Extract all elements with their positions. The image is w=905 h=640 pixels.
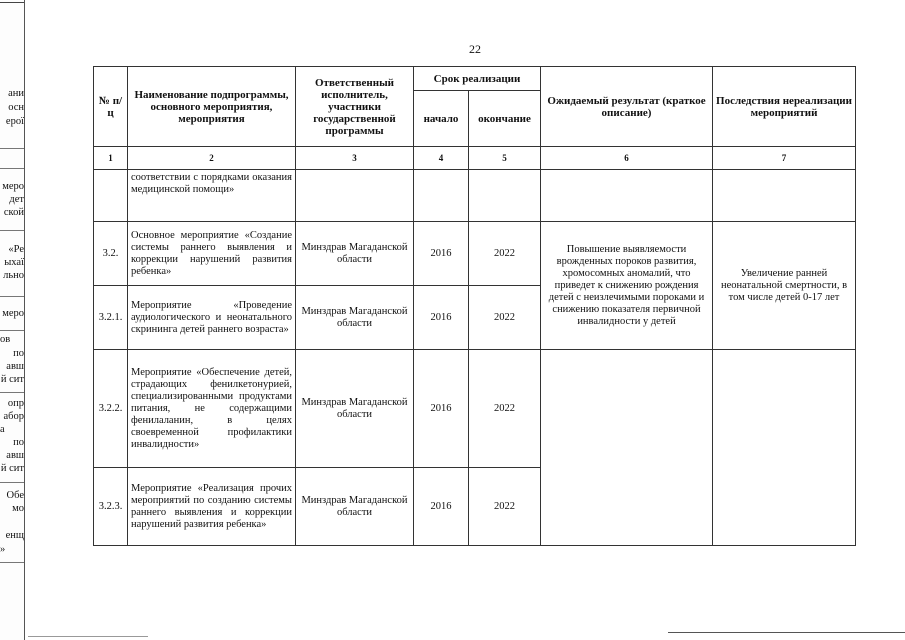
header-start: начало xyxy=(414,91,469,147)
column-number: 1 xyxy=(94,147,128,170)
strip-fragment: ерої xyxy=(5,116,24,127)
row-number: 3.2.3. xyxy=(94,468,128,546)
column-number: 5 xyxy=(469,147,541,170)
scan-edge-line xyxy=(28,636,148,637)
strip-fragment: а xyxy=(0,424,5,435)
strip-rule xyxy=(0,230,24,231)
row-end: 2022 xyxy=(469,286,541,350)
strip-fragment: » xyxy=(0,544,6,555)
strip-rule xyxy=(0,330,24,331)
row-name: Мероприятие «Проведение аудиологического и неонатального скрининга детей раннего возраста» xyxy=(128,286,296,350)
strip-fragment: осн xyxy=(8,102,24,113)
row-responsible: Минздрав Магаданской области xyxy=(296,468,414,546)
column-number: 6 xyxy=(541,147,713,170)
row-name: соответствии с порядками оказания медицинской помощи» xyxy=(128,170,296,222)
column-number: 7 xyxy=(713,147,856,170)
header-result: Ожидаемый результат (краткое описание) xyxy=(541,67,713,147)
column-number: 2 xyxy=(128,147,296,170)
strip-fragment: й сит xyxy=(0,374,24,385)
column-number: 4 xyxy=(414,147,469,170)
row-end: 2022 xyxy=(469,350,541,468)
scan-edge-line xyxy=(668,632,905,633)
consequence-blank-cell xyxy=(713,350,856,546)
row-number: 3.2.2. xyxy=(94,350,128,468)
strip-rule xyxy=(0,296,24,297)
strip-fragment: по xyxy=(13,348,24,359)
strip-rule xyxy=(0,392,24,393)
strip-fragment: меро xyxy=(2,308,24,319)
strip-fragment: ани xyxy=(8,88,24,99)
strip-rule xyxy=(0,562,24,563)
header-consequences: Последствия нереализации мероприятий xyxy=(713,67,856,147)
header-number: № п/ц xyxy=(94,67,128,147)
program-table xyxy=(93,66,856,546)
strip-fragment: енщ xyxy=(5,530,24,541)
row-number xyxy=(94,170,128,222)
header-end: окончание xyxy=(469,91,541,147)
row-start: 2016 xyxy=(414,222,469,286)
row-start: 2016 xyxy=(414,468,469,546)
strip-rule xyxy=(0,482,24,483)
strip-fragment: авш xyxy=(6,450,24,461)
row-responsible: Минздрав Магаданской области xyxy=(296,350,414,468)
strip-fragment: ыхаї xyxy=(4,257,24,268)
header-name: Наименование подпрограммы, основного мероприятия, мероприятия xyxy=(128,67,296,147)
expected-result: Повышение выявляемости врожденных пороков развития, хромосомных аномалий, что приведет к снижению рождения детей с неизлечимыми пороками и снижению показателя первичной инвалидности у детей xyxy=(541,222,713,350)
row-end xyxy=(469,170,541,222)
header-responsible: Ответственный исполнитель, участники государственной программы xyxy=(296,67,414,147)
strip-fragment: по xyxy=(13,437,24,448)
row-end: 2022 xyxy=(469,222,541,286)
strip-fragment: «Ре xyxy=(8,244,24,255)
strip-rule xyxy=(0,148,24,149)
strip-fragment: абор xyxy=(3,411,24,422)
row-responsible: Минздрав Магаданской области xyxy=(296,286,414,350)
row-responsible xyxy=(296,170,414,222)
row-result-empty xyxy=(541,170,713,222)
strip-fragment: опр xyxy=(7,398,24,409)
strip-fragment: ской xyxy=(3,207,24,218)
page-number: 22 xyxy=(469,42,481,56)
strip-fragment: дет xyxy=(9,194,24,205)
row-start: 2016 xyxy=(414,286,469,350)
strip-fragment: авш xyxy=(6,361,24,372)
row-number: 3.2.1. xyxy=(94,286,128,350)
strip-rule xyxy=(0,168,24,169)
non-implementation-consequences: Увеличение ранней неонатальной смертности, в том числе детей 0-17 лет xyxy=(713,222,856,350)
strip-fragment: льно xyxy=(3,270,24,281)
strip-fragment: мо xyxy=(12,503,24,514)
table-row xyxy=(94,222,856,286)
row-consequence-empty xyxy=(713,170,856,222)
row-start: 2016 xyxy=(414,350,469,468)
previous-page-strip xyxy=(0,0,25,640)
strip-top-line xyxy=(0,2,24,3)
row-start xyxy=(414,170,469,222)
row-name: Мероприятие «Реализация прочих мероприятий по созданию системы раннего выявления и коррекции нарушений развития ребенка» xyxy=(128,468,296,546)
row-end: 2022 xyxy=(469,468,541,546)
row-number: 3.2. xyxy=(94,222,128,286)
row-name: Мероприятие «Обеспечение детей, страдающих фенилкетонурией, специализированными продуктами питания, не содержащими фенилаланин, в целях своевременной профилактики инвалидности» xyxy=(128,350,296,468)
column-number-row xyxy=(94,147,856,170)
row-responsible: Минздрав Магаданской области xyxy=(296,222,414,286)
strip-fragment: меро xyxy=(2,181,24,192)
column-number: 3 xyxy=(296,147,414,170)
table-row xyxy=(94,350,856,468)
strip-fragment: Обе xyxy=(6,490,24,501)
result-blank-cell xyxy=(541,350,713,546)
strip-fragment: ов xyxy=(0,334,11,345)
header-term: Срок реализации xyxy=(414,67,541,91)
table-row xyxy=(94,170,856,222)
strip-fragment: й сит xyxy=(0,463,24,474)
row-name: Основное мероприятие «Создание системы раннего выявления и коррекции нарушений развития ребенка» xyxy=(128,222,296,286)
